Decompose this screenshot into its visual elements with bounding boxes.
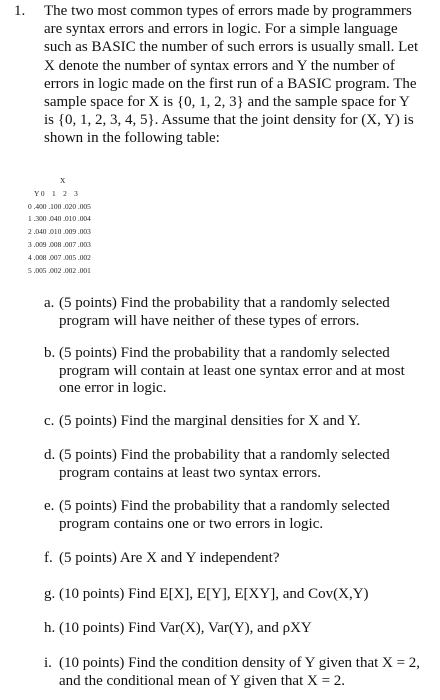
part-text: (5 points) Find the probability that a randomly selected program contains one or two errors in logic. (59, 498, 390, 532)
joint-density-table (28, 175, 91, 277)
part-f (44, 550, 430, 568)
part-label: h. (44, 620, 56, 636)
table-row: 0 .400 .100 .020 .005 (28, 201, 91, 211)
part-a (44, 295, 430, 330)
part-label: a. (44, 295, 55, 311)
part-text: (5 points) Find the probability that a randomly selected program contains at least two syntax errors. (59, 447, 390, 481)
part-i (44, 655, 430, 690)
part-d (44, 447, 430, 482)
part-b (44, 345, 430, 398)
problem-text: The two most common types of errors made by programmers are syntax errors and errors in logic. For a simple language such as BASIC the number of such errors is usually small. Let X denote the number of syntax errors and Y the number of errors in logic made on the first run of a BASIC program. The sample space for X is {0, 1, 2, 3} and the sample space for Y is {0, 1, 2, 3, 4, 5}. Assume that the joint density for (X, Y) is shown in the following table: (44, 3, 419, 147)
part-label: f. (44, 550, 53, 566)
part-text: (5 points) Find the probability that a randomly selected program will contain at least one syntax error and at most one error in logic. (59, 345, 405, 396)
part-label: g. (44, 586, 56, 602)
table-x-header: X (60, 176, 66, 185)
table-row: 1 .300 .040 .010 .004 (28, 214, 91, 224)
table-header-row: Y 0 1 2 3 (34, 188, 78, 198)
problem-number: 1. (14, 3, 26, 19)
part-text: (5 points) Find the probability that a randomly selected program will have neither of these types of errors. (59, 295, 390, 329)
part-e (44, 498, 430, 533)
table-row: 5 .005 .002 .002 .001 (28, 265, 91, 275)
part-g (44, 586, 430, 604)
part-c (44, 413, 430, 431)
table-row: 4 .008 .007 .005 .002 (28, 252, 91, 262)
part-label: d. (44, 447, 56, 463)
part-text: (5 points) Find the marginal densities for X and Y. (59, 413, 361, 429)
part-label: b. (44, 345, 56, 361)
problem-statement (14, 2, 422, 148)
part-label: i. (44, 655, 52, 671)
part-text: (5 points) Are X and Y independent? (59, 550, 280, 566)
part-label: c. (44, 413, 55, 429)
part-h (44, 620, 430, 638)
part-text: (10 points) Find E[X], E[Y], E[XY], and Cov(X,Y) (59, 586, 369, 602)
part-text: (10 points) Find Var(X), Var(Y), and ρXY (59, 620, 312, 636)
part-label: e. (44, 498, 55, 514)
table-row: 2 .040 .010 .009 .003 (28, 227, 91, 237)
table-row: 3 .009 .008 .007 .003 (28, 239, 91, 249)
part-text: (10 points) Find the condition density of Y given that X = 2, and the conditional mean of Y given that X = 2. (59, 655, 421, 689)
